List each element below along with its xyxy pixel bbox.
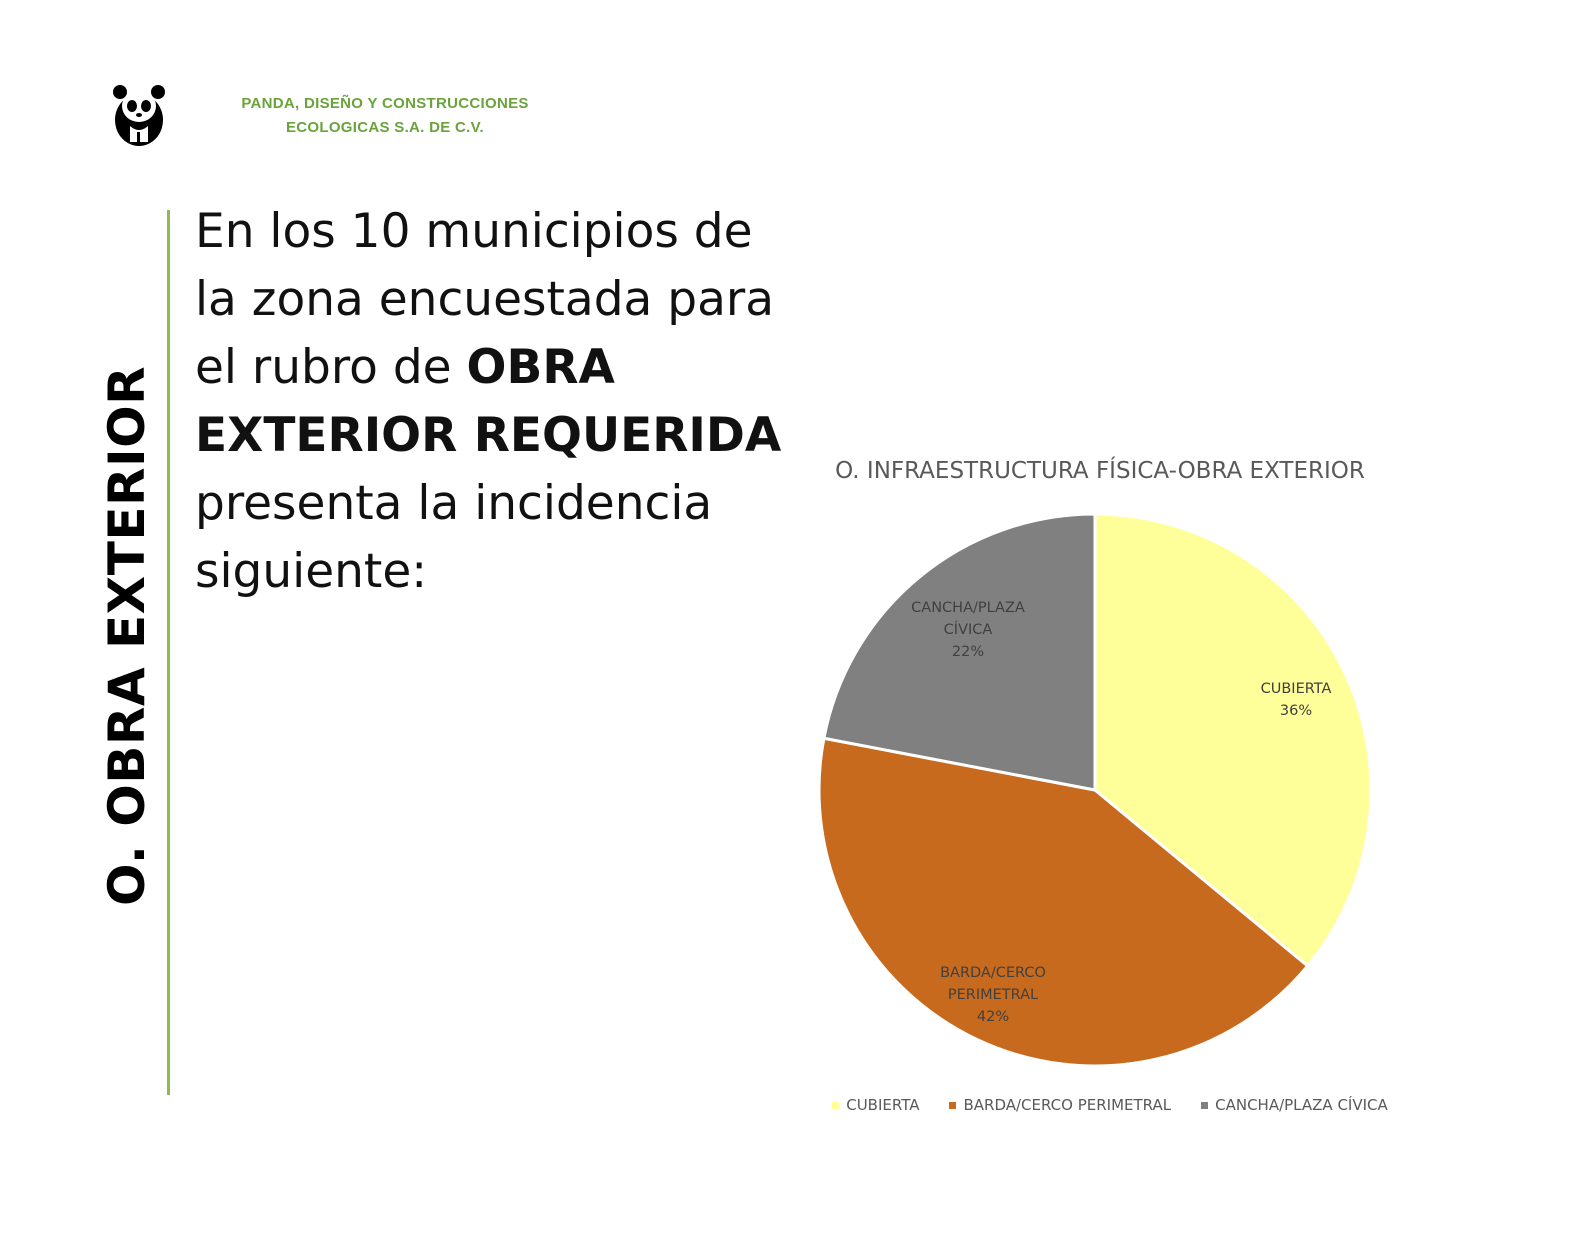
chart-legend xyxy=(790,1096,1430,1114)
legend-label: CUBIERTA xyxy=(846,1096,920,1114)
data-label-line: 22% xyxy=(951,644,985,660)
legend-swatch xyxy=(1201,1102,1208,1109)
company-name-line2: ECOLOGICAS S.A. DE C.V. xyxy=(285,119,485,136)
legend-swatch xyxy=(949,1102,956,1109)
data-label-line: 42% xyxy=(976,1009,1010,1025)
legend-swatch xyxy=(832,1102,839,1109)
company-name-line1: PANDA, DISEÑO Y CONSTRUCCIONES xyxy=(241,95,529,112)
data-label-line: BARDA/CERCO xyxy=(940,965,1046,981)
data-label-line: CANCHA/PLAZA xyxy=(911,600,1025,616)
intro-text-part2: presenta la incidencia siguiente: xyxy=(195,476,713,599)
data-label-cancha xyxy=(911,597,1025,663)
intro-text-bold: OBRA EXTERIOR REQUERIDA xyxy=(195,340,782,463)
data-label-barda xyxy=(940,962,1046,1028)
data-label-line: CUBIERTA xyxy=(1260,681,1332,697)
legend-item-barda xyxy=(949,1096,1171,1114)
legend-item-cubierta xyxy=(832,1096,919,1114)
data-label-line: 36% xyxy=(1279,703,1313,719)
data-label-line: PERIMETRAL xyxy=(947,987,1039,1003)
data-label-line: CÍVICA xyxy=(943,622,993,638)
legend-label: BARDA/CERCO PERIMETRAL xyxy=(963,1096,1172,1114)
section-title: O. OBRA EXTERIOR xyxy=(98,365,156,906)
data-label-cubierta xyxy=(1261,678,1332,722)
legend-item-cancha xyxy=(1201,1096,1388,1114)
legend-label: CANCHA/PLAZA CÍVICA xyxy=(1215,1096,1388,1114)
chart-title: O. INFRAESTRUCTURA FÍSICA-OBRA EXTERIOR xyxy=(835,458,1365,484)
intro-text-part1: En los 10 municipios de la zona encuestada para el rubro de xyxy=(195,204,775,395)
